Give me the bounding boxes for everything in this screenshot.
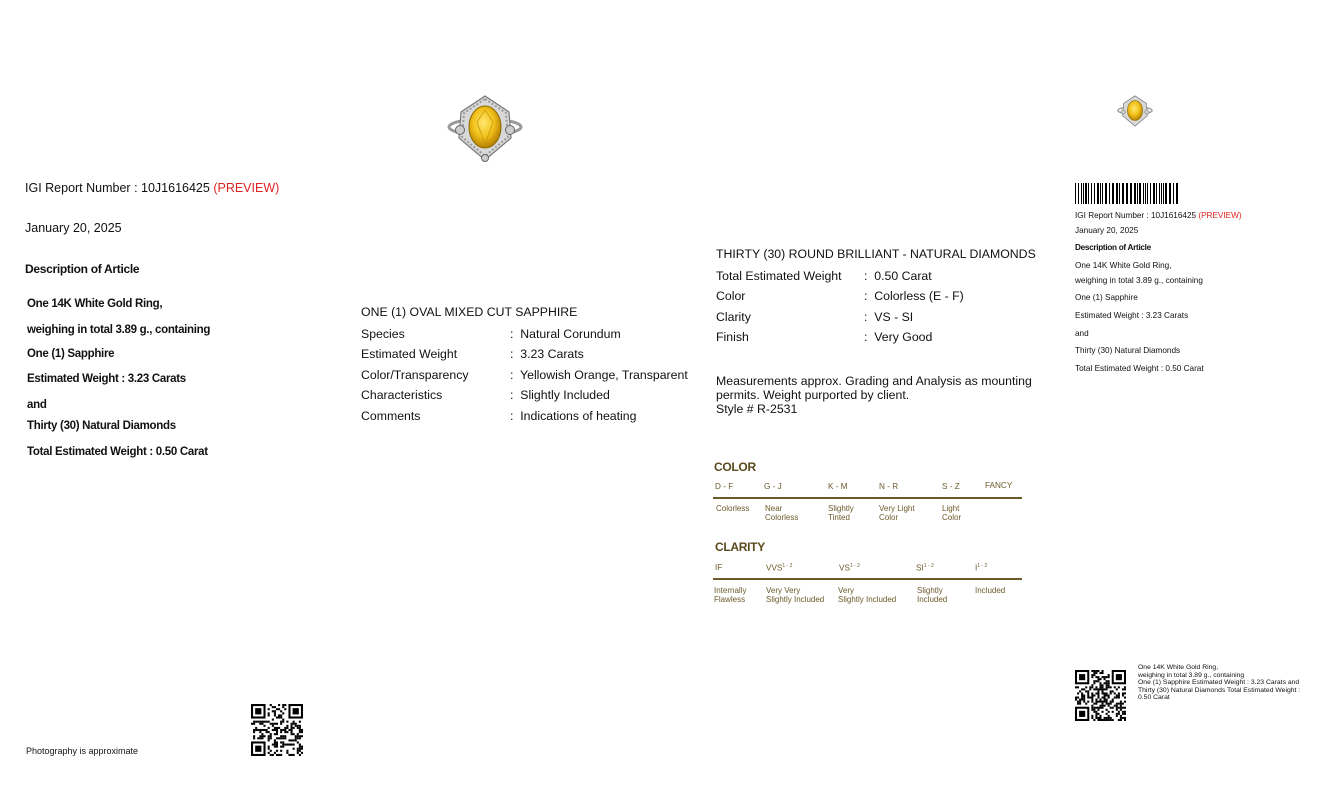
clarity-desc-line: Flawless: [714, 595, 746, 604]
diamonds-value: : Colorless (E - F): [864, 289, 964, 303]
sapphire-heading: ONE (1) OVAL MIXED CUT SAPPHIRE: [361, 305, 578, 319]
card-line: Total Estimated Weight : 0.50 Carat: [1075, 364, 1204, 373]
color-desc-line: Colorless: [716, 504, 750, 513]
diamonds-value-text: 0.50 Carat: [874, 269, 932, 283]
clarity-desc-line: Internally: [714, 586, 747, 595]
clarity-grade-sup: 1 - 2: [849, 563, 860, 569]
color-desc-line: Near: [765, 504, 783, 513]
clarity-grade-text: I: [975, 563, 978, 573]
card-preview-label: (PREVIEW): [1198, 211, 1242, 220]
card-line: One 14K White Gold Ring,: [1075, 261, 1172, 270]
clarity-grade-text: IF: [715, 563, 723, 572]
sapphire-value: : Yellowish Orange, Transparent: [510, 368, 688, 382]
sapphire-label: Characteristics: [361, 388, 443, 402]
color-scale-title: COLOR: [714, 460, 756, 474]
clarity-grade: [766, 563, 792, 573]
qr-code: [251, 704, 303, 756]
sapphire-value-text: Natural Corundum: [520, 327, 621, 341]
qr-caption-line: One 14K White Gold Ring,: [1138, 664, 1219, 671]
color-grade: K - M: [828, 482, 848, 491]
report-date: January 20, 2025: [25, 221, 122, 235]
photo-note: Photography is approximate: [26, 746, 139, 756]
clarity-desc: [838, 586, 896, 604]
sapphire-value: : Indications of heating: [510, 409, 637, 423]
color-desc-line: Color: [942, 513, 962, 522]
note-line: Style # R-2531: [716, 402, 798, 416]
clarity-grade: [715, 563, 722, 572]
sapphire-value-text: Indications of heating: [520, 409, 637, 423]
card-line: Thirty (30) Natural Diamonds: [1075, 346, 1181, 355]
color-desc-line: Slightly: [828, 504, 854, 513]
diamonds-label: Clarity: [716, 310, 751, 324]
clarity-scale-title: CLARITY: [715, 540, 765, 554]
card-report-number: [1075, 211, 1242, 220]
color-grade: D - F: [715, 482, 734, 491]
clarity-desc-line: Included: [917, 595, 948, 604]
sapphire-value-text: Yellowish Orange, Transparent: [520, 368, 688, 382]
card-description-heading: Description of Article: [1075, 243, 1151, 252]
description-line: Total Estimated Weight : 0.50 Carat: [27, 446, 208, 458]
description-line: One (1) Sapphire: [27, 348, 115, 360]
clarity-grade: [975, 563, 987, 573]
qr-caption-line: weighing in total 3.89 g., containing: [1138, 671, 1245, 679]
sapphire-value: : Slightly Included: [510, 388, 610, 402]
diamonds-value: : VS - SI: [864, 310, 914, 324]
description-line: Thirty (30) Natural Diamonds: [27, 420, 176, 432]
clarity-desc-line: Slightly Included: [838, 595, 897, 604]
description-line: and: [27, 399, 47, 411]
color-grade: N - R: [879, 482, 899, 491]
card-line: Estimated Weight : 3.23 Carats: [1075, 311, 1189, 320]
clarity-desc-line: Slightly: [917, 586, 943, 595]
card-date: January 20, 2025: [1075, 226, 1139, 235]
clarity-desc: [766, 586, 824, 604]
color-desc-line: Light: [942, 504, 960, 513]
sapphire-value-text: 3.23 Carats: [520, 347, 584, 361]
clarity-desc: [917, 586, 947, 604]
clarity-grade-text: SI: [916, 563, 924, 573]
diamonds-value: : Very Good: [864, 330, 933, 344]
diamonds-heading: THIRTY (30) ROUND BRILLIANT - NATURAL DIAMONDS: [716, 247, 1036, 261]
color-grade: FANCY: [985, 481, 1013, 490]
ring-thumbnail: [1116, 92, 1154, 130]
diamonds-value: : 0.50 Carat: [864, 269, 932, 283]
color-desc: [828, 504, 854, 522]
card-qr-code: [1075, 670, 1126, 721]
description-line: weighing in total 3.89 g., containing: [27, 324, 211, 336]
preview-label: (PREVIEW): [213, 181, 280, 195]
sapphire-label: Estimated Weight: [361, 347, 458, 361]
diamonds-value-text: VS - SI: [874, 310, 914, 324]
note-line: permits. Weight purported by client.: [716, 388, 910, 402]
clarity-desc-line: Slightly Included: [766, 595, 825, 604]
clarity-desc-line: Very: [838, 586, 855, 595]
clarity-grade-sup: 1 - 2: [782, 563, 793, 569]
qr-caption-line: 0.50 Carat: [1138, 694, 1170, 702]
color-desc: [942, 504, 961, 522]
color-desc-line: Tinted: [828, 513, 850, 522]
description-line: Estimated Weight : 3.23 Carats: [27, 373, 186, 385]
card-qr-caption: [1138, 664, 1308, 702]
color-desc: [765, 504, 798, 522]
card-line: One (1) Sapphire: [1075, 293, 1138, 302]
clarity-grade: [916, 563, 934, 573]
clarity-grade-sup: 1 - 2: [923, 563, 934, 569]
sapphire-value-text: Slightly Included: [520, 388, 610, 402]
clarity-grade: [839, 563, 860, 573]
color-grade: G - J: [764, 482, 782, 491]
card-line: weighing in total 3.89 g., containing: [1075, 276, 1203, 285]
diamonds-label: Finish: [716, 330, 749, 344]
color-desc-line: Very Light: [879, 504, 915, 513]
color-scale-divider: [713, 497, 1022, 499]
diamonds-notes: [716, 374, 1032, 416]
color-desc: [716, 504, 749, 513]
clarity-desc-line: Very Very: [766, 586, 801, 595]
clarity-scale-divider: [713, 578, 1022, 580]
card-line: and: [1075, 329, 1089, 338]
color-desc-line: Color: [879, 513, 899, 522]
description-line: One 14K White Gold Ring,: [27, 298, 163, 310]
sapphire-label: Color/Transparency: [361, 368, 469, 382]
sapphire-label: Species: [361, 327, 405, 341]
sapphire-value: : Natural Corundum: [510, 327, 621, 341]
sapphire-label: Comments: [361, 409, 421, 423]
diamonds-value-text: Very Good: [874, 330, 933, 344]
card-report-number-label: IGI Report Number : 10J1616425: [1075, 211, 1197, 220]
color-desc-line: Colorless: [765, 513, 799, 522]
clarity-grade-sup: 1 - 2: [977, 563, 988, 569]
qr-caption-line: Thirty (30) Natural Diamonds Total Estimated Weight :: [1138, 686, 1301, 694]
report-number-label: IGI Report Number : 10J1616425: [25, 181, 210, 195]
color-desc: [879, 504, 915, 522]
clarity-desc: [714, 586, 746, 604]
diamonds-value-text: Colorless (E - F): [874, 289, 964, 303]
sapphire-value: : 3.23 Carats: [510, 347, 584, 361]
clarity-desc-line: Included: [975, 586, 1006, 595]
description-heading: Description of Article: [25, 262, 140, 276]
diamonds-label: Total Estimated Weight: [716, 269, 842, 283]
color-grade: S - Z: [942, 482, 960, 491]
report-number: [25, 181, 279, 195]
barcode: [1075, 183, 1179, 204]
clarity-grade-text: VVS: [766, 563, 783, 573]
qr-caption-line: One (1) Sapphire Estimated Weight : 3.23 Carats and: [1138, 679, 1300, 687]
diamonds-label: Color: [716, 289, 746, 303]
clarity-desc: [975, 586, 1005, 595]
note-line: Measurements approx. Grading and Analysis as mounting: [716, 374, 1032, 388]
clarity-grade-text: VS: [839, 563, 850, 573]
ring-image: [445, 92, 525, 164]
